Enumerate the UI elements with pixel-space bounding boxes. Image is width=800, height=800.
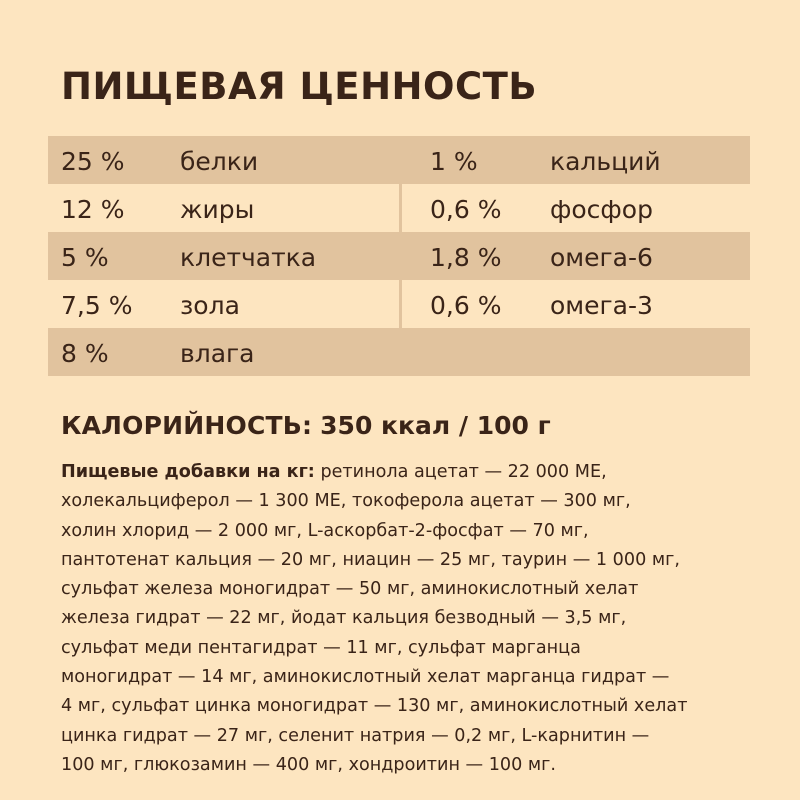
nutrient-percent: 7,5 % — [61, 291, 133, 320]
additives-line: сульфат меди пентагидрат — 11 мг, сульфат марганца — [61, 637, 581, 658]
nutrient-name: влага — [180, 339, 255, 368]
nutrition-table — [48, 136, 750, 376]
additives-line: цинка гидрат — 27 мг, селенит натрия — 0,2 мг, L-карнитин — — [61, 725, 650, 746]
column-divider — [399, 280, 402, 328]
nutrient-percent: 0,6 % — [430, 195, 502, 224]
nutrient-percent: 12 % — [61, 195, 125, 224]
calories-value: 350 ккал / 100 г — [320, 411, 551, 440]
nutrient-name: фосфор — [550, 195, 653, 224]
nutrient-percent: 5 % — [61, 243, 109, 272]
nutrient-name: кальций — [550, 147, 661, 176]
additives-text — [61, 458, 751, 780]
table-band — [48, 328, 750, 376]
nutrient-percent: 0,6 % — [430, 291, 502, 320]
additives-line: холин хлорид — 2 000 мг, L-аскорбат-2-фосфат — 70 мг, — [61, 520, 589, 541]
nutrient-name: клетчатка — [180, 243, 317, 272]
nutrient-name: белки — [180, 147, 259, 176]
additives-line: сульфат железа моногидрат — 50 мг, аминокислотный хелат — [61, 579, 639, 600]
calories-line — [61, 406, 551, 446]
additives-line: пантотенат кальция — 20 мг, ниацин — 25 мг, таурин — 1 000 мг, — [61, 549, 680, 570]
nutrient-name: зола — [180, 291, 240, 320]
additives-line: 4 мг, сульфат цинка моногидрат — 130 мг, аминокислотный хелат — [61, 696, 688, 717]
additives-label: Пищевые добавки на кг: — [61, 462, 315, 482]
nutrient-percent: 1 % — [430, 147, 478, 176]
nutrient-percent: 8 % — [61, 339, 109, 368]
nutrient-percent: 1,8 % — [430, 243, 502, 272]
nutrient-name: омега-3 — [550, 291, 653, 320]
additives-line: холекальциферол — 1 300 МЕ, токоферола ацетат — 300 мг, — [61, 491, 631, 512]
additives-line: железа гидрат — 22 мг, йодат кальция безводный — 3,5 мг, — [61, 608, 627, 629]
page-title: ПИЩЕВАЯ ЦЕННОСТЬ — [61, 65, 538, 108]
nutrient-name: омега-6 — [550, 243, 653, 272]
nutrient-percent: 25 % — [61, 147, 125, 176]
nutrient-name: жиры — [180, 195, 255, 224]
additives-line: 100 мг, глюкозамин — 400 мг, хондроитин — 100 мг. — [61, 754, 557, 775]
additives-line: моногидрат — 14 мг, аминокислотный хелат марганца гидрат — — [61, 667, 670, 688]
column-divider — [399, 184, 402, 232]
additives-line: Пищевые добавки на кг: ретинола ацетат — 22 000 МЕ, — [61, 462, 607, 482]
calories-label: КАЛОРИЙНОСТЬ: — [61, 411, 313, 440]
